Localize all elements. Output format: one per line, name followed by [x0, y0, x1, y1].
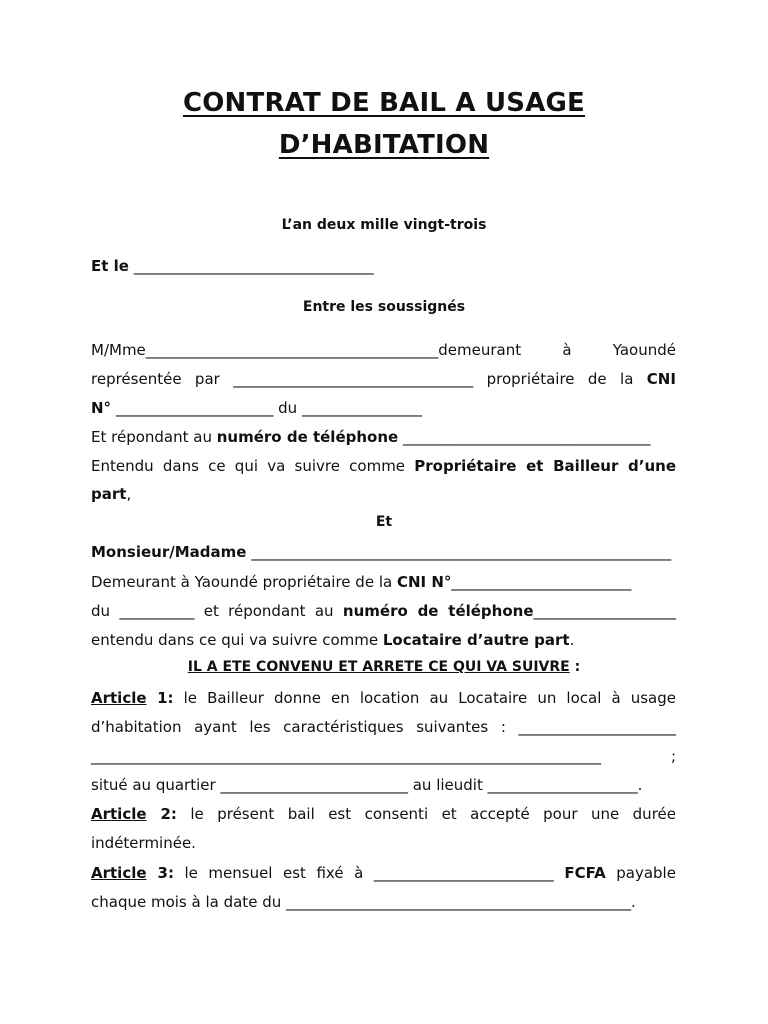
article2-label: Article — [91, 805, 147, 823]
article3-fcfa-label: FCFA — [564, 864, 606, 882]
locataire-phone-blank: ___________________ — [533, 602, 677, 620]
article2-heading — [91, 805, 177, 823]
et-le-label: Et le — [91, 257, 129, 275]
article1-line-3 — [91, 746, 676, 766]
locataire-line-1 — [91, 542, 676, 562]
locataire-line-2 — [91, 572, 676, 592]
locataire-du-label: du — [91, 602, 111, 620]
article1-number: 1 — [146, 689, 168, 707]
phone-label: numéro de téléphone — [216, 428, 399, 446]
bailleur-residence-text: demeurant à Yaoundé — [438, 341, 676, 359]
article1-text-2: d’habitation ayant les caractéristiques suivantes : — [91, 718, 506, 736]
represented-by-text: représentée par — [91, 370, 220, 388]
article3-payable-text: payable — [616, 864, 676, 882]
bailleur-line-3 — [91, 398, 676, 418]
article1-heading — [91, 689, 174, 707]
convenu-heading-text: IL A ETE CONVENU ET ARRETE CE QUI VA SUIVRE — [187, 659, 570, 675]
locataire-date-blank: __________ — [119, 602, 195, 620]
cni-number-label: N° — [91, 399, 112, 417]
convenu-heading-suffix: : — [569, 659, 581, 675]
date-line: L’an deux mille vingt-trois — [281, 217, 487, 233]
locataire-autre-part-label: Locataire d’autre part — [382, 631, 570, 649]
article1-line-4 — [91, 775, 676, 795]
article1-colon: : — [167, 689, 174, 707]
locataire-cni-blank: ________________________ — [451, 573, 632, 591]
article2-number: 2 — [146, 805, 171, 823]
article3-number: 3 — [146, 864, 168, 882]
article3-amount-blank: ________________________ — [373, 864, 554, 882]
phone-blank: _________________________________ — [402, 428, 651, 446]
bailleur-mme-label: M/Mme — [91, 341, 146, 359]
et-le-blank: ________________________________ — [133, 257, 374, 275]
article1-dot: . — [637, 776, 643, 794]
document-title-line2: D’HABITATION — [278, 130, 490, 160]
article3-colon: : — [167, 864, 174, 882]
article2-line-2 — [91, 833, 676, 853]
part-comma: , — [126, 485, 132, 503]
et-separator: Et — [375, 514, 393, 530]
article1-semicolon: ; — [670, 747, 676, 765]
proprietaire-bailleur-label: Propriétaire et Bailleur d’une — [414, 457, 676, 475]
locataire-line-3 — [91, 601, 676, 621]
article2-text-2: indéterminée. — [91, 834, 196, 852]
document-title-line1: CONTRAT DE BAIL A USAGE — [182, 88, 586, 118]
bailleur-line-5 — [91, 456, 676, 476]
article3-text-1: le mensuel est fixé à — [184, 864, 364, 882]
locataire-repondant-text: et répondant au — [203, 602, 334, 620]
locataire-phone-label: numéro de téléphone — [342, 602, 534, 620]
article2-text-1: le présent bail est consenti et accepté pour une durée — [190, 805, 676, 823]
cni-number-blank: _____________________ — [115, 399, 274, 417]
article2-line-1 — [91, 804, 676, 824]
locataire-name-blank: ________________________________________________________ — [251, 543, 672, 561]
article3-heading — [91, 864, 174, 882]
entre-les-soussignes: Entre les soussignés — [302, 299, 466, 315]
bailleur-line-4 — [91, 427, 676, 447]
bailleur-line-6 — [91, 484, 676, 504]
locataire-cni-label: CNI N° — [396, 573, 452, 591]
cni-du-label: du — [278, 399, 298, 417]
article3-text-2: chaque mois à la date du — [91, 893, 282, 911]
cni-date-blank: ________________ — [301, 399, 422, 417]
article1-text-1: le Bailleur donne en location au Locataire un local à usage — [183, 689, 676, 707]
bailleur-line-2 — [91, 369, 676, 389]
convenu-heading — [0, 659, 768, 675]
represented-by-blank: ________________________________ — [233, 370, 474, 388]
article2-colon: : — [170, 805, 177, 823]
locataire-residence-text: Demeurant à Yaoundé propriétaire de la — [91, 573, 393, 591]
bailleur-line-1 — [91, 340, 676, 360]
entendu-text: Entendu dans ce qui va suivre comme — [91, 457, 406, 475]
article1-line-2 — [91, 717, 676, 737]
part-label: part — [91, 485, 127, 503]
bailleur-name-blank: _______________________________________ — [145, 341, 439, 359]
locataire-entendu-text: entendu dans ce qui va suivre comme — [91, 631, 379, 649]
locataire-line-4 — [91, 630, 676, 650]
repondant-text: Et répondant au — [91, 428, 212, 446]
article3-dot: . — [631, 893, 636, 911]
et-le-line — [91, 256, 676, 276]
article1-quartier-text: situé au quartier — [91, 776, 216, 794]
cni-label: CNI — [646, 370, 676, 388]
article3-date-blank: ______________________________________________ — [286, 893, 631, 911]
article1-quartier-blank: _________________________ — [220, 776, 408, 794]
article1-characteristics-blank-2: ____________________________________________________________________ — [91, 747, 601, 765]
locataire-dot: . — [569, 631, 575, 649]
article1-line-1 — [91, 688, 676, 708]
article3-line-2 — [91, 892, 676, 912]
article1-lieudit-blank: ____________________ — [487, 776, 638, 794]
article3-label: Article — [91, 864, 147, 882]
article3-line-1 — [91, 863, 676, 883]
monsieur-madame-label: Monsieur/Madame — [91, 543, 247, 561]
article1-label: Article — [91, 689, 147, 707]
article1-characteristics-blank: _____________________ — [518, 718, 676, 736]
article1-lieudit-text: au lieudit — [412, 776, 483, 794]
owner-of-text: propriétaire de la — [486, 370, 634, 388]
